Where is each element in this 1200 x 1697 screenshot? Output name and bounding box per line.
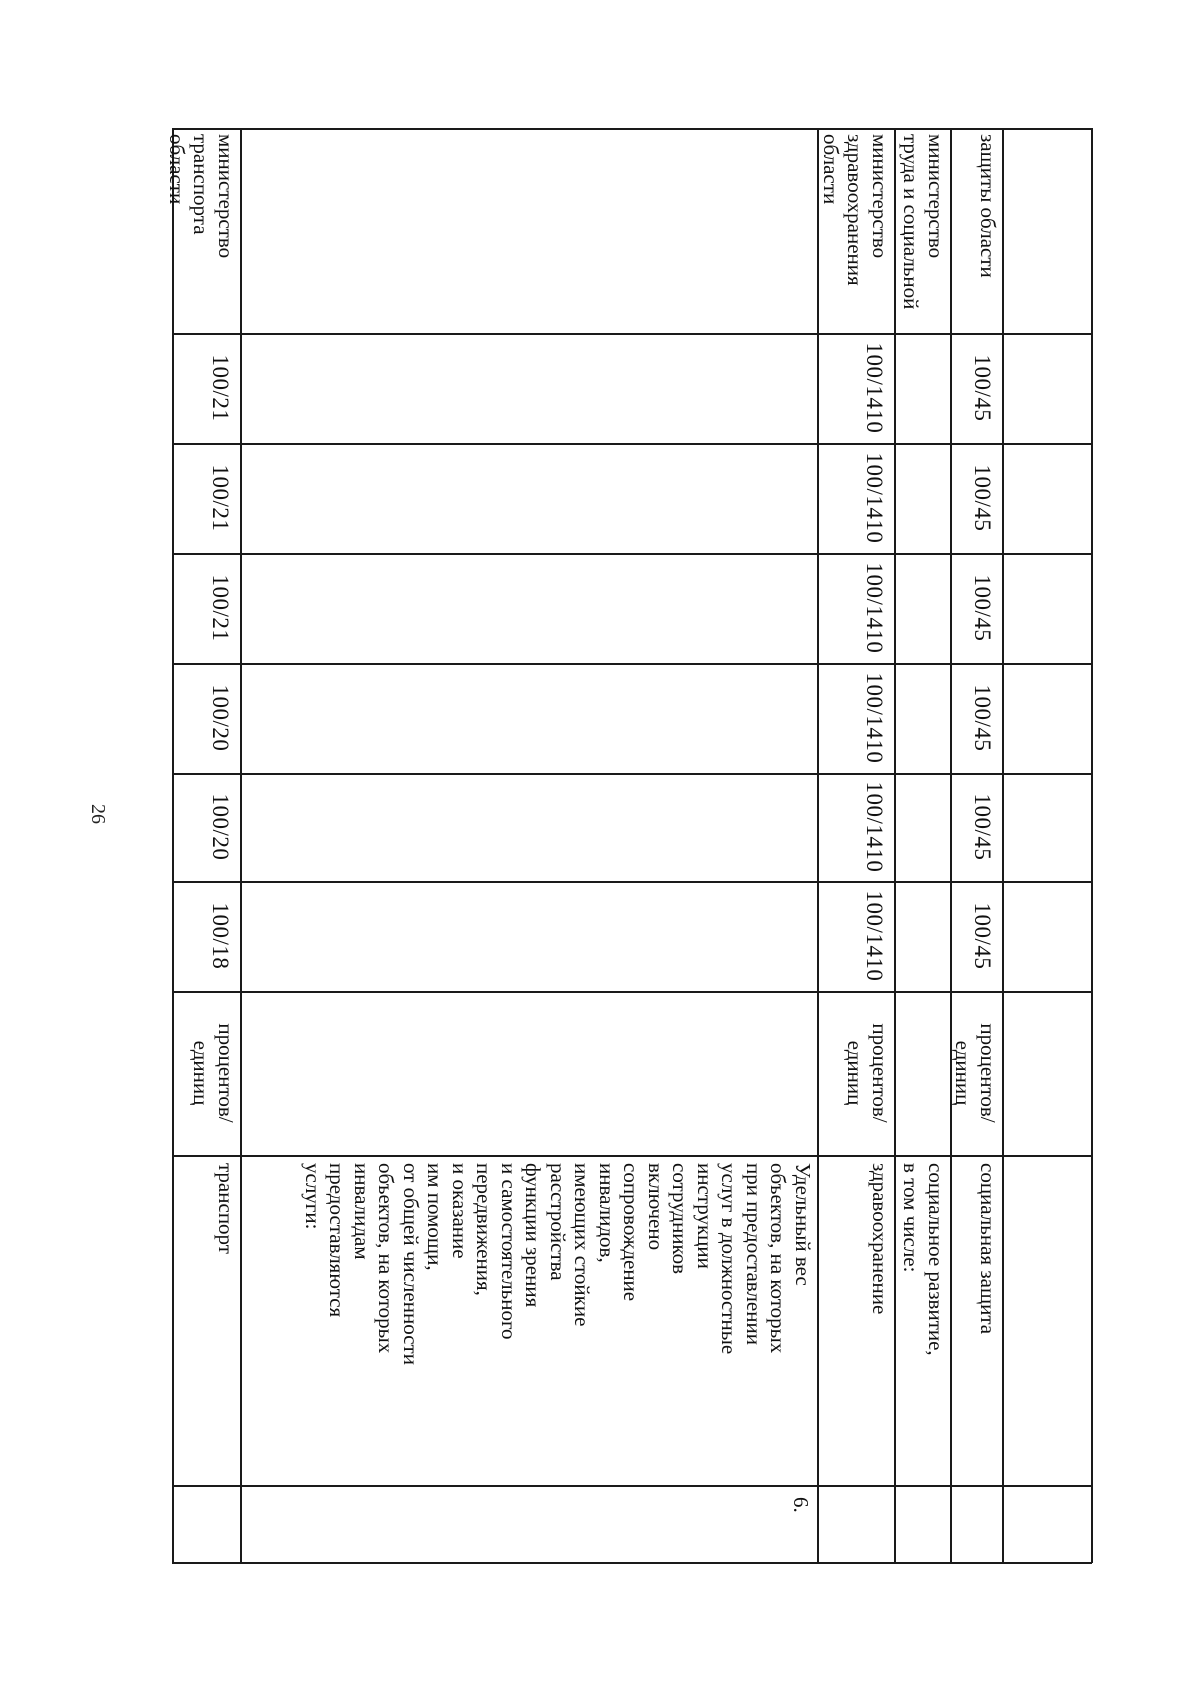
unit-of-measure-line: процентов/	[976, 1023, 1000, 1123]
responsible-executor-line: здравоохранения	[843, 134, 868, 286]
indicator-value-line: 100/18	[208, 902, 233, 970]
responsible-executor	[950, 128, 1002, 333]
responsible-executor	[165, 128, 240, 333]
indicator-value-line: 100/45	[970, 684, 995, 752]
indicator-name-line: инвалидов,	[595, 1163, 619, 1263]
indicator-value	[172, 773, 240, 881]
indicator-name-line: сопровождение	[619, 1163, 644, 1302]
indicator-name-line: им помощи,	[423, 1163, 448, 1271]
indicator-value-line: 100/21	[208, 464, 233, 532]
indicator-value	[172, 553, 240, 663]
responsible-executor	[817, 128, 894, 333]
unit-of-measure-line: единиц	[189, 1040, 214, 1106]
indicator-name-line: при предоставлении	[742, 1163, 766, 1345]
indicator-value-line: 100/21	[208, 574, 233, 642]
indicator-name	[240, 1155, 817, 1485]
responsible-executor-line: труда и социальной	[899, 134, 924, 310]
indicator-name-line: от общей численности	[399, 1163, 423, 1365]
indicator-value-line: 100/1410	[862, 342, 887, 434]
responsible-executor-line: министерство	[924, 134, 948, 259]
indicator-value	[950, 773, 1002, 881]
indicator-value-line: 100/45	[970, 574, 995, 642]
indicator-value	[817, 333, 894, 443]
indicator-name	[950, 1155, 1002, 1485]
responsible-executor-line: области	[165, 134, 189, 205]
indicator-name-line: включено	[644, 1163, 668, 1251]
indicator-value	[172, 663, 240, 773]
indicator-value-line: 100/21	[208, 354, 233, 422]
unit-of-measure-line: процентов/	[214, 1023, 238, 1123]
indicator-name-line: транспорт	[214, 1163, 238, 1254]
indicator-name-line: расстройства	[546, 1163, 570, 1281]
unit-of-measure-line: единиц	[843, 1040, 868, 1106]
unit-of-measure	[172, 991, 240, 1155]
indicator-value	[950, 553, 1002, 663]
indicator-value	[950, 333, 1002, 443]
indicator-name-line: услуги:	[301, 1163, 325, 1230]
unit-of-measure-line: процентов/	[868, 1023, 892, 1123]
indicator-name-line: предоставляются	[325, 1163, 350, 1318]
indicator-name-line: объектов, на которых	[374, 1163, 399, 1354]
indicator-name-line: функции зрения	[521, 1163, 546, 1308]
indicator-table	[165, 128, 1092, 1563]
indicator-value	[817, 443, 894, 553]
indicator-value	[817, 553, 894, 663]
indicator-name-line: сотрудников	[668, 1163, 693, 1275]
responsible-executor-line: защиты области	[976, 134, 1000, 278]
unit-of-measure-line: единиц	[951, 1040, 976, 1106]
responsible-executor-line: министерство	[214, 134, 238, 259]
indicator-name-line: инвалидам	[350, 1163, 374, 1260]
indicator-value	[817, 663, 894, 773]
indicator-value	[950, 881, 1002, 991]
indicator-value-line: 100/1410	[862, 452, 887, 544]
indicator-name-line: имеющих стойкие	[570, 1163, 595, 1327]
responsible-executor-line: транспорта	[189, 134, 214, 235]
unit-of-measure	[817, 991, 894, 1155]
indicator-name-line: и самостоятельного	[497, 1163, 521, 1340]
indicator-value	[172, 881, 240, 991]
indicator-value	[172, 333, 240, 443]
row-number-line: 6.	[789, 1497, 813, 1513]
indicator-name	[172, 1155, 240, 1485]
indicator-value-line: 100/20	[208, 684, 233, 752]
indicator-name-line: социальная защита	[976, 1163, 1000, 1335]
unit-of-measure	[950, 991, 1002, 1155]
page-number: 26	[87, 804, 109, 824]
indicator-value	[172, 443, 240, 553]
responsible-executor	[894, 128, 950, 333]
indicator-value-line: 100/45	[970, 354, 995, 422]
indicator-value-line: 100/1410	[862, 781, 887, 873]
indicator-value	[950, 663, 1002, 773]
indicator-value	[817, 881, 894, 991]
indicator-name-line: здравоохранение	[868, 1163, 892, 1315]
indicator-name-line: услуг в должностные	[717, 1163, 742, 1355]
indicator-name-line: Удельный вес	[791, 1163, 815, 1286]
responsible-executor-line: области	[819, 134, 843, 205]
indicator-name-line: передвижения,	[472, 1163, 497, 1296]
indicator-name-line: в том числе:	[899, 1163, 924, 1273]
indicator-name	[894, 1155, 950, 1485]
indicator-value	[817, 773, 894, 881]
indicator-value-line: 100/1410	[862, 890, 887, 982]
indicator-name-line: инструкции	[693, 1163, 717, 1269]
indicator-value-line: 100/45	[970, 902, 995, 970]
responsible-executor-line: министерство	[868, 134, 892, 259]
indicator-value	[950, 443, 1002, 553]
indicator-name-line: социальное развитие,	[924, 1163, 948, 1356]
indicator-value-line: 100/1410	[862, 562, 887, 654]
indicator-value-line: 100/45	[970, 464, 995, 532]
indicator-value-line: 100/1410	[862, 672, 887, 764]
indicator-name	[817, 1155, 894, 1485]
indicator-name-line: и оказание	[448, 1163, 472, 1259]
indicator-value-line: 100/45	[970, 793, 995, 861]
row-number	[240, 1485, 817, 1563]
indicator-value-line: 100/20	[208, 793, 233, 861]
indicator-name-line: объектов, на которых	[766, 1163, 791, 1354]
